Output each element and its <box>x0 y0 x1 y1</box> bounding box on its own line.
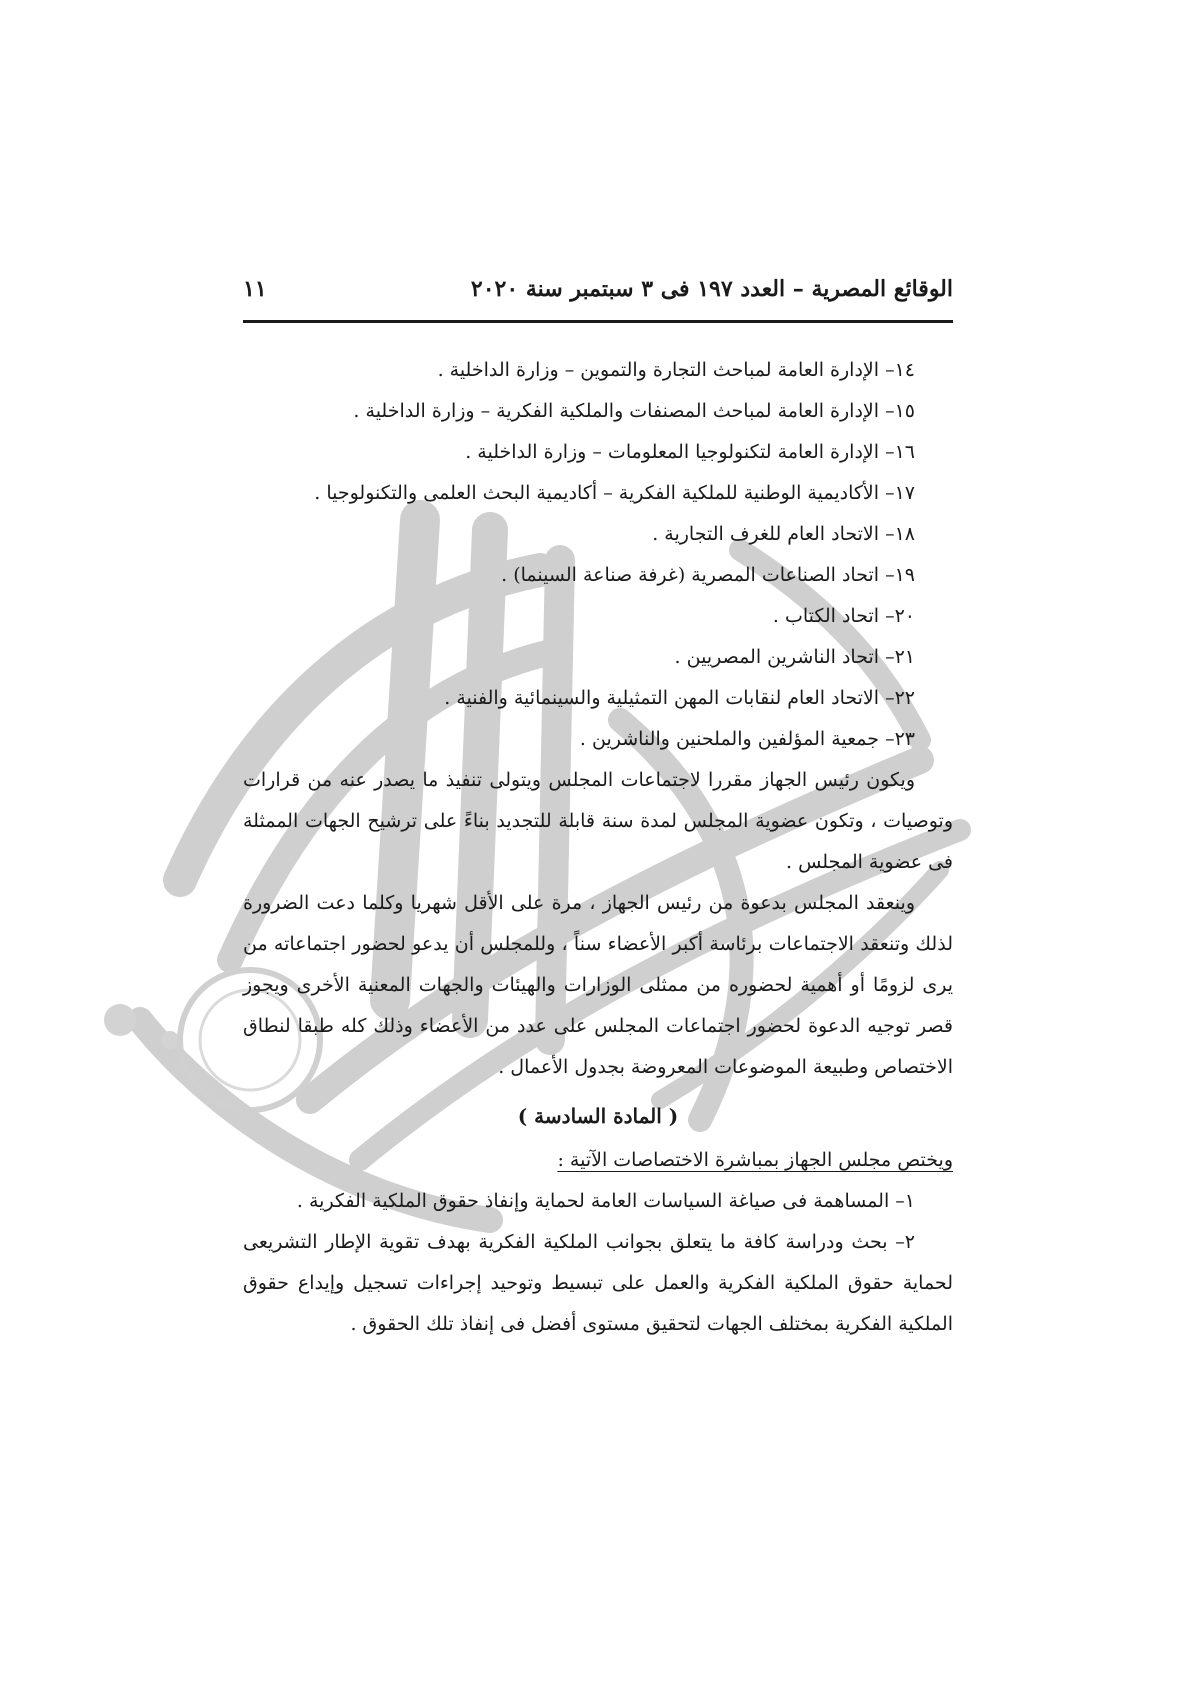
article-heading: ( المادة السادسة ) <box>517 1104 679 1128</box>
list-item: ١٩– اتحاد الصناعات المصرية (غرفة صناعة السينما) . <box>501 564 915 586</box>
article-item: ٢– بحث ودراسة كافة ما يتعلق بجوانب الملكية الفكرية بهدف تقوية الإطار التشريعى لحماية حقوق الملكية الفكرية والعمل على تبسيط وتوحيد إجراءات تسجيل وإيداع حقوق الملكية الفكرية بمختلف الجهات لتحقيق مستوى أفضل فى إنفاذ تلك الحقوق . <box>243 1231 953 1335</box>
list-item: ١٨– الاتحاد العام للغرف التجارية . <box>652 523 915 545</box>
page-header <box>243 272 953 316</box>
list-item: ٢١– اتحاد الناشرين المصريين . <box>674 646 915 668</box>
list-item: ١٥– الإدارة العامة لمباحث المصنفات والملكية الفكرية – وزارة الداخلية . <box>353 400 915 422</box>
page-number: ١١ <box>243 276 267 302</box>
gazette-title: الوقائع المصرية – العدد ١٩٧ فى ٣ سبتمبر سنة ٢٠٢٠ <box>470 276 953 302</box>
list-item: ١٦– الإدارة العامة لتكنولوجيا المعلومات – وزارة الداخلية . <box>465 441 915 463</box>
article-intro <box>243 1140 953 1181</box>
list-item: ١٧– الأكاديمية الوطنية للملكية الفكرية – أكاديمية البحث العلمى والتكنولوجيا . <box>314 482 915 504</box>
paragraph-council-meetings: وينعقد المجلس بدعوة من رئيس الجهاز ، مرة على الأقل شهريا وكلما دعت الضرورة لذلك وتنعقد الاجتماعات برئاسة أكبر الأعضاء سناً ، وللمجلس أن يدعو لحضور اجتماعاته من يرى لزومًا أو أهمية لحضوره من ممثلى الوزارات والهيئات والجهات المعنية الأخرى ويجوز قصر توجيه الدعوة لحضور اجتماعات المجلس على عدد من الأعضاء وذلك كله طبقا لنطاق الاختصاص وطبيعة الموضوعات المعروضة بجدول الأعمال . <box>243 892 953 1078</box>
article-intro-text: ويختص مجلس الجهاز بمباشرة الاختصاصات الآتية : <box>557 1149 953 1171</box>
header-divider <box>243 320 953 323</box>
list-item: ٢٠– اتحاد الكتاب . <box>772 605 915 627</box>
article-item: ١– المساهمة فى صياغة السياسات العامة لحماية وإنفاذ حقوق الملكية الفكرية . <box>296 1190 915 1212</box>
list-item: ٢٣– جمعية المؤلفين والملحنين والناشرين . <box>579 728 915 750</box>
paragraph-council-rapporteur: ويكون رئيس الجهاز مقررا لاجتماعات المجلس ويتولى تنفيذ ما يصدر عنه من قرارات وتوصيات ، وتكون عضوية المجلس لمدة سنة قابلة للتجديد بناءً على ترشيح الجهات الممثلة فى عضوية المجلس . <box>243 769 953 873</box>
list-item: ٢٢– الاتحاد العام لنقابات المهن التمثيلية والسينمائية والفنية . <box>444 687 915 709</box>
document-body <box>243 350 953 1345</box>
list-item: ١٤– الإدارة العامة لمباحث التجارة والتموين – وزارة الداخلية . <box>437 359 915 381</box>
